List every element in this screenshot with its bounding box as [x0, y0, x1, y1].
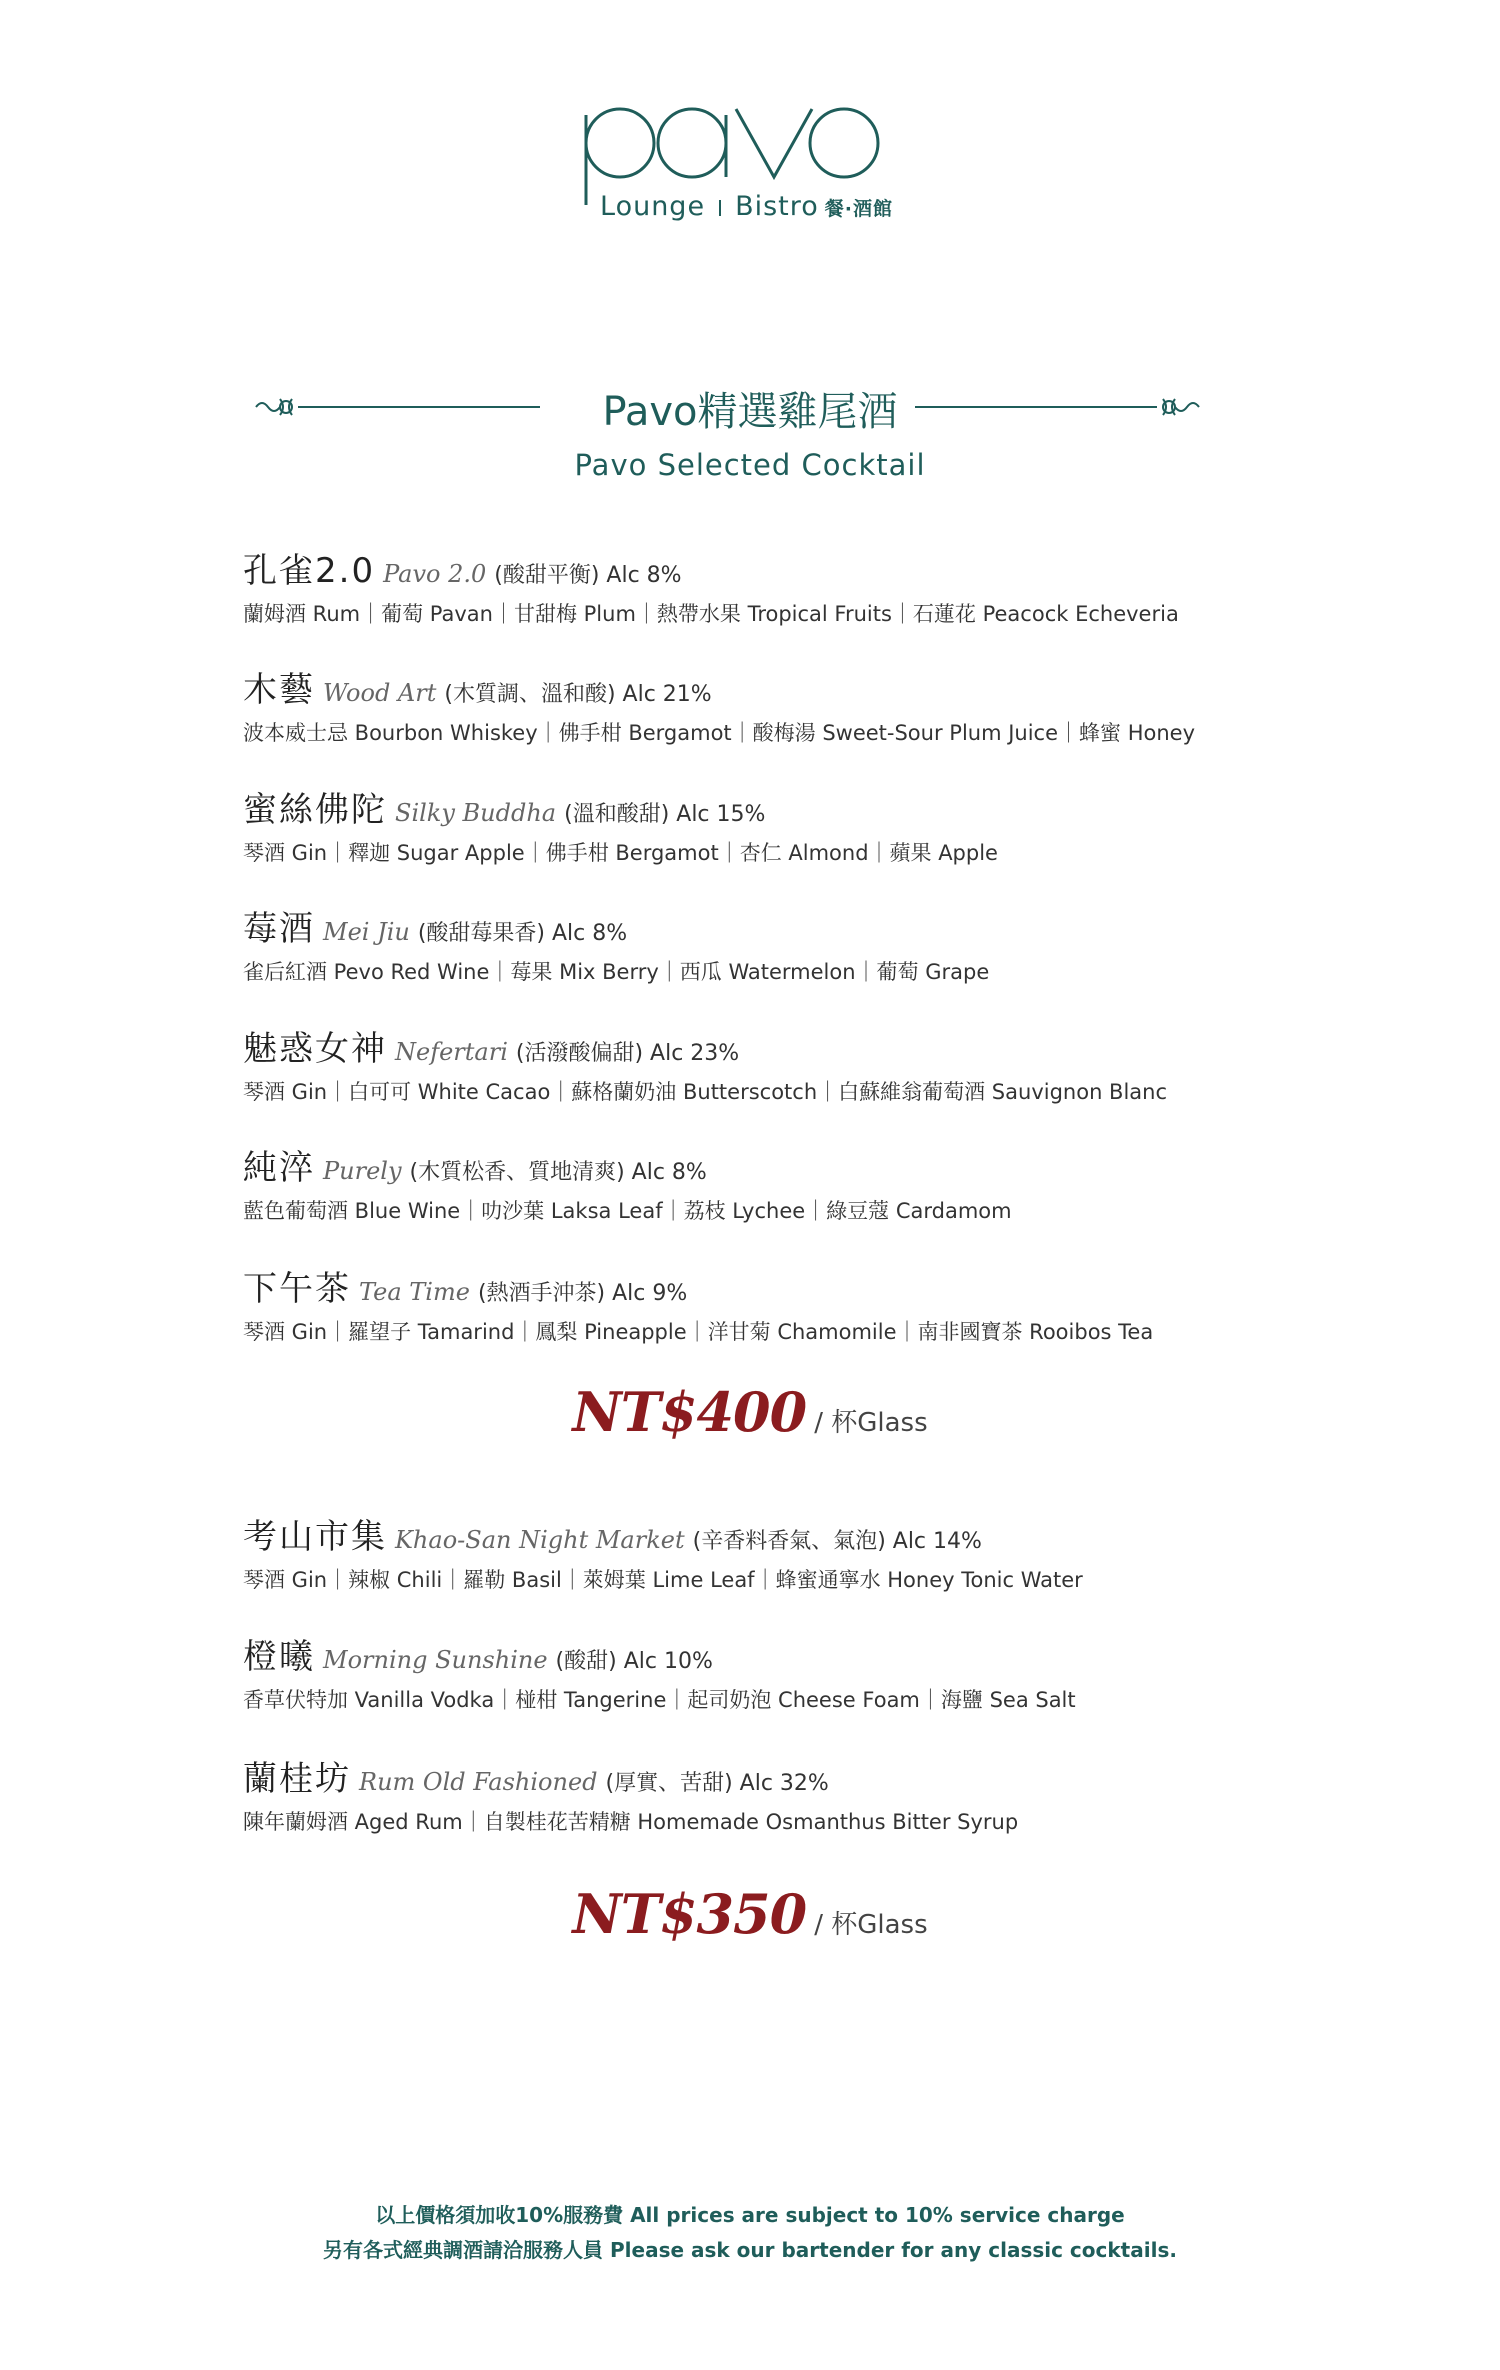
cocktail-item — [243, 1024, 1343, 1110]
cocktail-ingredients: 波本威士忌 Bourbon Whiskey｜佛手柑 Bergamot｜酸梅湯 Sweet-Sour Plum Juice｜蜂蜜 Honey — [243, 721, 1195, 745]
cocktail-name-en: Khao-San Night Market — [395, 1526, 685, 1554]
cocktail-item — [243, 904, 1343, 990]
section-title: Pavo精選雞尾酒 — [602, 389, 898, 435]
cocktail-item — [243, 546, 1343, 632]
price-amount: NT$350 — [572, 1882, 807, 1946]
cocktail-note: (活潑酸偏甜) Alc 23% — [515, 1041, 740, 1066]
cocktail-item — [243, 1143, 1343, 1229]
cocktail-ingredients: 香草伏特加 Vanilla Vodka｜椪柑 Tangerine｜起司奶泡 Cheese Foam｜海鹽 Sea Salt — [243, 1688, 1076, 1712]
service-charge-note: 以上價格須加收10%服務費 All prices are subject to 10% service charge — [375, 2203, 1125, 2227]
cocktail-item — [243, 785, 1343, 871]
cocktail-ingredients: 琴酒 Gin｜羅望子 Tamarind｜鳳梨 Pineapple｜洋甘菊 Chamomile｜南非國寶茶 Rooibos Tea — [243, 1320, 1154, 1344]
cocktail-item — [243, 1754, 1343, 1840]
cocktail-name-zh: 橙曦 — [243, 1637, 315, 1677]
cocktail-name-en: Mei Jiu — [323, 918, 410, 946]
cocktail-name-en: Tea Time — [359, 1278, 470, 1306]
cocktail-name-zh: 莓酒 — [243, 909, 315, 949]
cocktail-note: (酸甜平衡) Alc 8% — [494, 563, 682, 588]
cocktail-note: (溫和酸甜) Alc 15% — [564, 802, 766, 827]
cocktail-name-zh: 魅惑女神 — [243, 1029, 387, 1069]
cocktail-note: (辛香料香氣、氣泡) Alc 14% — [692, 1529, 982, 1554]
cocktail-name-zh: 純淬 — [243, 1148, 315, 1188]
cocktail-ingredients: 雀后紅酒 Pevo Red Wine｜莓果 Mix Berry｜西瓜 Watermelon｜葡萄 Grape — [243, 960, 990, 984]
price-tag — [0, 1380, 1500, 1444]
cocktail-note: (木質松香、質地清爽) Alc 8% — [409, 1160, 707, 1185]
cocktail-name-en: Rum Old Fashioned — [359, 1768, 598, 1796]
cocktail-name-zh: 木藝 — [243, 670, 315, 710]
price-unit: / 杯Glass — [814, 1910, 928, 1940]
cocktail-ingredients: 琴酒 Gin｜釋迦 Sugar Apple｜佛手柑 Bergamot｜杏仁 Almond｜蘋果 Apple — [243, 841, 998, 865]
cocktail-item — [243, 665, 1343, 751]
price-tag — [0, 1882, 1500, 1946]
cocktail-name-en: Pavo 2.0 — [383, 560, 487, 588]
cocktail-name-en: Morning Sunshine — [323, 1646, 548, 1674]
cocktail-name-en: Silky Buddha — [395, 799, 557, 827]
cocktail-note: (熱酒手沖茶) Alc 9% — [477, 1281, 688, 1306]
cocktail-name-en: Wood Art — [323, 679, 437, 707]
cocktail-ingredients: 琴酒 Gin｜白可可 White Cacao｜蘇格蘭奶油 Butterscotch｜白蘇維翁葡萄酒 Sauvignon Blanc — [243, 1080, 1168, 1104]
logo-subtitle — [600, 191, 893, 222]
cocktail-name-en: Purely — [323, 1157, 402, 1185]
cocktail-name-zh: 下午茶 — [243, 1269, 351, 1309]
cocktail-item — [243, 1632, 1343, 1718]
cocktail-ingredients: 琴酒 Gin｜辣椒 Chili｜羅勒 Basil｜萊姆葉 Lime Leaf｜蜂蜜通寧水 Honey Tonic Water — [243, 1568, 1083, 1592]
footer-notes — [0, 2198, 1500, 2268]
cocktail-ingredients: 陳年蘭姆酒 Aged Rum｜自製桂花苦精糖 Homemade Osmanthus Bitter Syrup — [243, 1810, 1019, 1834]
cocktail-ingredients: 蘭姆酒 Rum｜葡萄 Pavan｜甘甜梅 Plum｜熱帶水果 Tropical Fruits｜石蓮花 Peacock Echeveria — [243, 602, 1179, 626]
logo-chinese-name: 餐·酒館 — [824, 198, 893, 220]
section-heading — [0, 380, 1500, 490]
logo-divider — [719, 200, 721, 216]
cocktail-name-en: Nefertari — [395, 1038, 508, 1066]
section-subtitle: Pavo Selected Cocktail — [574, 448, 926, 482]
price-amount: NT$400 — [572, 1380, 807, 1444]
cocktail-item — [243, 1264, 1343, 1350]
cocktail-name-zh: 蜜絲佛陀 — [243, 790, 387, 830]
classic-cocktails-note: 另有各式經典調酒請洽服務人員 Please ask our bartender for any classic cocktails. — [323, 2238, 1177, 2262]
logo-bistro: Bistro — [735, 191, 819, 222]
price-unit: / 杯Glass — [814, 1408, 928, 1438]
cocktail-name-zh: 蘭桂坊 — [243, 1759, 351, 1799]
cocktail-name-zh: 考山市集 — [243, 1517, 387, 1557]
cocktail-name-zh: 孔雀2.0 — [243, 551, 376, 591]
restaurant-logo — [570, 95, 930, 235]
cocktail-ingredients: 藍色葡萄酒 Blue Wine｜叻沙葉 Laksa Leaf｜荔枝 Lychee｜綠豆蔻 Cardamom — [243, 1199, 1012, 1223]
pavo-wordmark-logo — [570, 95, 880, 205]
cocktail-item — [243, 1512, 1343, 1598]
cocktail-note: (木質調、溫和酸) Alc 21% — [444, 682, 712, 707]
cocktail-note: (厚實、苦甜) Alc 32% — [605, 1771, 829, 1796]
cocktail-note: (酸甜) Alc 10% — [555, 1649, 713, 1674]
cocktail-note: (酸甜莓果香) Alc 8% — [417, 921, 628, 946]
logo-lounge: Lounge — [600, 191, 706, 222]
